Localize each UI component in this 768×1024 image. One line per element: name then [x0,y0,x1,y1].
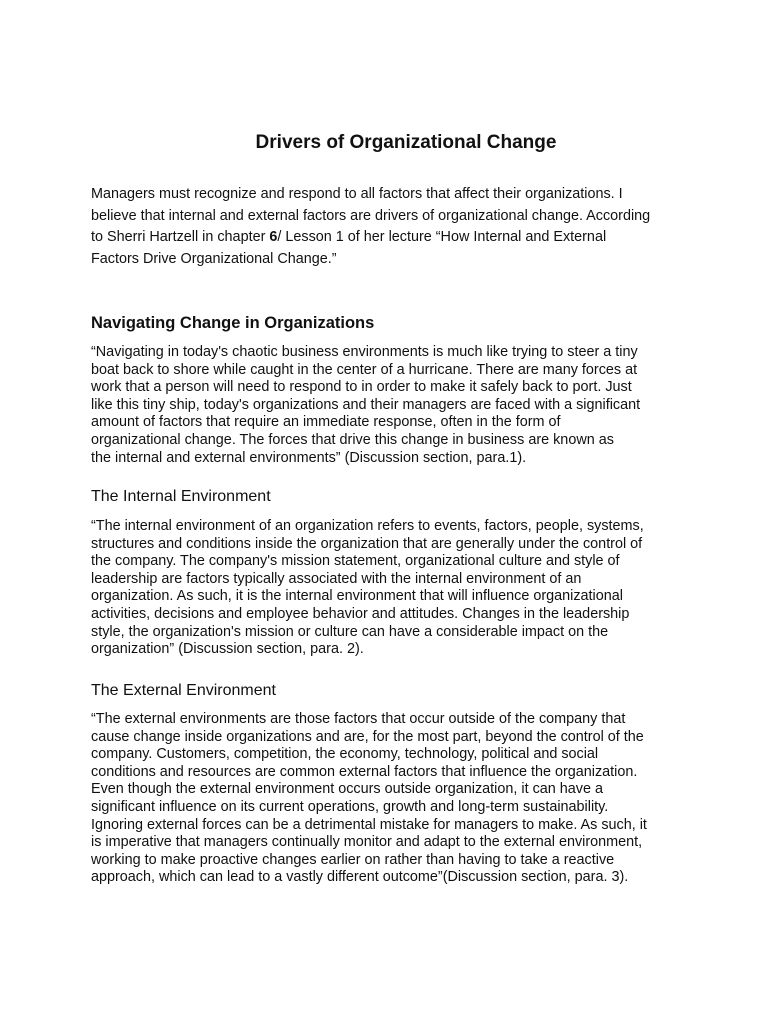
body-line: like this tiny ship, today's organizations and their managers are faced with a significant [91,396,641,413]
intro-line: Factors Drive Organizational Change.” [91,250,337,267]
intro-line-text: / Lesson 1 of her lecture “How Internal and External [277,229,607,245]
body-line: boat back to shore while caught in the center of a hurricane. There are many forces at [91,361,638,378]
intro-paragraph [91,184,691,270]
intro-line: Managers must recognize and respond to all factors that affect their organizations. I [91,186,623,202]
body-line: structures and conditions inside the organization that are generally under the control of [91,535,643,552]
document-title: Drivers of Organizational Change [255,132,557,153]
body-line: the internal and external environments” (Discussion section, para.1). [91,449,527,466]
body-line: style, the organization's mission or culture can have a considerable impact on the [91,623,609,640]
body-line: amount of factors that require an immediate response, often in the form of [91,414,561,431]
intro-line [91,227,691,249]
body-line: “Navigating in today's chaotic business environments is much like trying to steer a tiny [91,344,638,360]
intro-line: believe that internal and external factors are drivers of organizational change. According [91,207,651,224]
body-line: working to make proactive changes earlier on rather than having to take a reactive [91,851,615,868]
body-line: “The external environments are those factors that occur outside of the company that [91,711,626,727]
body-line: the company. The company's mission statement, organizational culture and style of [91,553,620,570]
chapter-number: 6 [269,229,278,245]
section-heading-navigating: Navigating Change in Organizations [91,314,375,332]
section-body-external [91,711,691,887]
body-line: significant influence on its current operations, growth and long-term sustainability. [91,798,609,815]
body-line: leadership are factors typically associated with the internal environment of an [91,570,582,587]
body-line: Ignoring external forces can be a detrimental mistake for managers to make. As such, it [91,816,647,833]
body-line: is imperative that managers continually monitor and adapt to the external environment, [91,834,643,851]
body-line: cause change inside organizations and are, for the most part, beyond the control of the [91,728,644,745]
section-heading-internal: The Internal Environment [91,488,271,505]
section-heading-external: The External Environment [91,682,276,699]
body-line: organizational change. The forces that drive this change in business are known as [91,431,614,448]
intro-line-text: to Sherri Hartzell in chapter [91,229,270,245]
body-line: conditions and resources are common external factors that influence the organization. [91,763,638,780]
body-line: approach, which can lead to a vastly different outcome”(Discussion section, para. 3). [91,869,629,886]
body-line: company. Customers, competition, the economy, technology, political and social [91,746,599,763]
body-line: organization. As such, it is the internal environment that will influence organizational [91,588,623,605]
section-body-navigating [91,344,691,467]
body-line: organization” (Discussion section, para. 2). [91,641,364,658]
section-body-internal [91,518,691,659]
body-line: activities, decisions and employee behavior and attitudes. Changes in the leadership [91,605,630,622]
body-line: work that a person will need to respond to in order to make it safely back to port. Just [91,379,632,396]
body-line: “The internal environment of an organization refers to events, factors, people, systems, [91,518,644,534]
body-line: Even though the external environment occurs outside organization, it can have a [91,781,603,798]
